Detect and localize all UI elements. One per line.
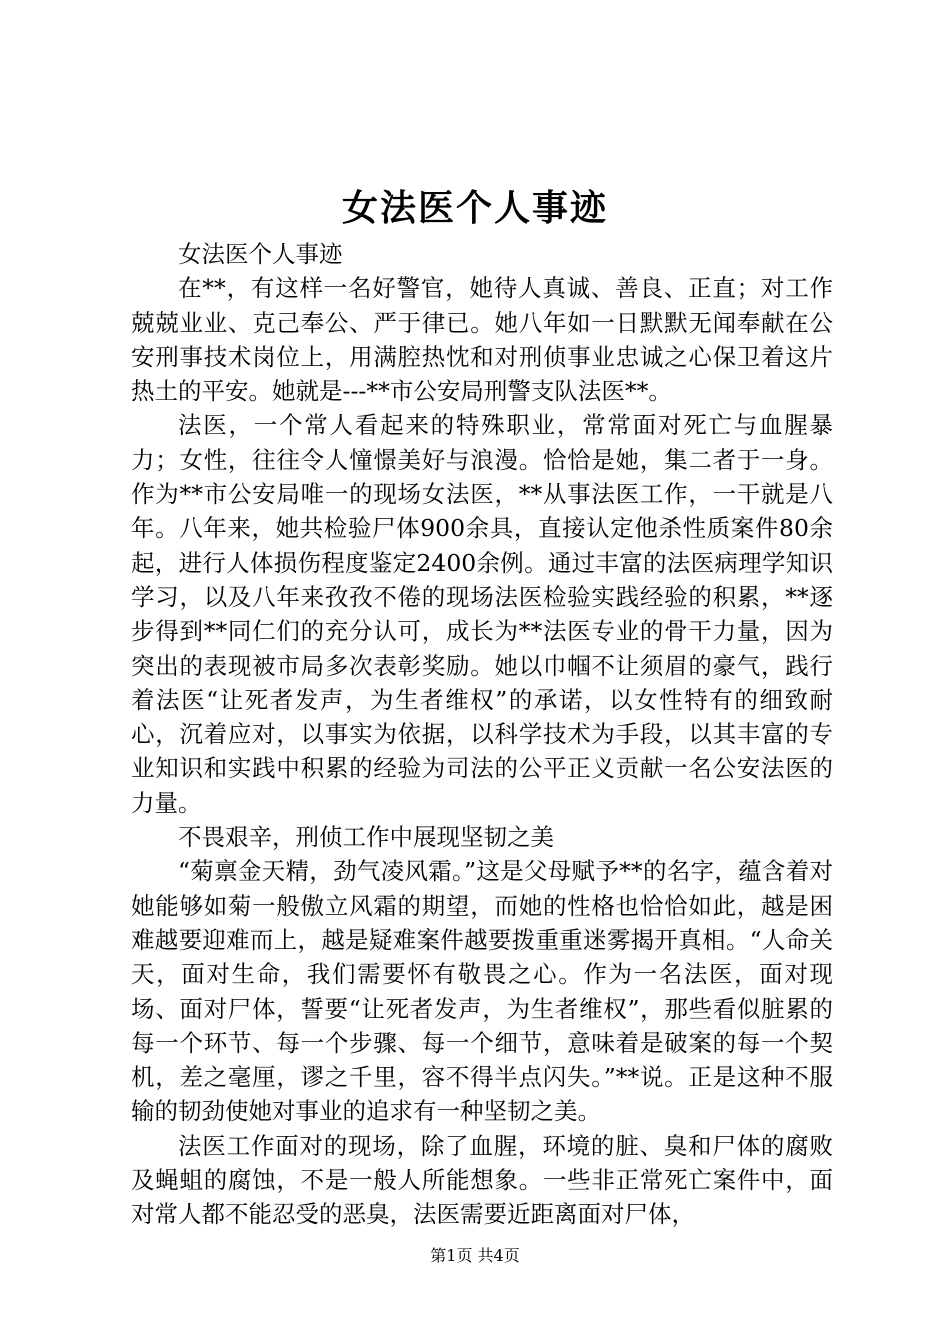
section-heading: 不畏艰辛，刑侦工作中展现坚韧之美 bbox=[178, 823, 554, 852]
page-footer: 第1页 共4页 bbox=[430, 1246, 520, 1265]
paragraph-work-environment: 法医工作面对的现场，除了血腥，环境的脏、臭和尸体的腐败及蝇蛆的腐蚀，不是一般人所能想象。一些非正常死亡案件中，面对常人都不能忍受的恶臭，法医需要近距离面对尸体， bbox=[131, 1131, 833, 1229]
paragraph-name-meaning: “菊禀金天精，劲气凌风霜。”这是父母赋予**的名字，蕴含着对她能够如菊一般傲立风霜的期望，而她的性格也恰恰如此，越是困难越要迎难而上，越是疑难案件越要拨重重迷雾揭开真相。“人命关天，面对生命，我们需要怀有敬畏之心。作为一名法医，面对现场、面对尸体，誓要“让死者发声，为生者维权”，那些看似脏累的每一个环节、每一个步骤、每一个细节，意味着是破案的每一个契机，差之毫厘，谬之千里，容不得半点闪失。”**说。正是这种不服输的韧劲使她对事业的追求有一种坚韧之美。 bbox=[131, 857, 833, 1126]
document-title: 女法医个人事迹 bbox=[341, 187, 608, 229]
paragraph-intro: 在**，有这样一名好警官，她待人真诚、善良、正直；对工作兢兢业业、克己奉公、严于律已。她八年如一日默默无闻奉献在公安刑事技术岗位上，用满腔热忱和对刑侦事业忠诚之心保卫着这片热土的平安。她就是---**市公安局刑警支队法医**。 bbox=[131, 274, 833, 406]
document-body bbox=[131, 237, 833, 1232]
paragraph-career: 法医，一个常人看起来的特殊职业，常常面对死亡与血腥暴力；女性，往往令人憧憬美好与浪漫。恰恰是她，集二者于一身。作为**市公安局唯一的现场女法医，**从事法医工作，一干就是八年。八年来，她共检验尸体900余具，直接认定他杀性质案件80余起，进行人体损伤程度鉴定2400余例。通过丰富的法医病理学知识学习，以及八年来孜孜不倦的现场法医检验实践经验的积累，**逐步得到**同仁们的充分认可，成长为**法医专业的骨干力量，因为突出的表现被市局多次表彰奖励。她以巾帼不让须眉的豪气，践行着法医“让死者发声，为生者维权”的承诺，以女性特有的细致耐心，沉着应对，以事实为依据，以科学技术为手段，以其丰富的专业知识和实践中积累的经验为司法的公平正义贡献一名公安法医的力量。 bbox=[131, 411, 833, 817]
paragraph-subtitle: 女法医个人事迹 bbox=[178, 240, 343, 268]
